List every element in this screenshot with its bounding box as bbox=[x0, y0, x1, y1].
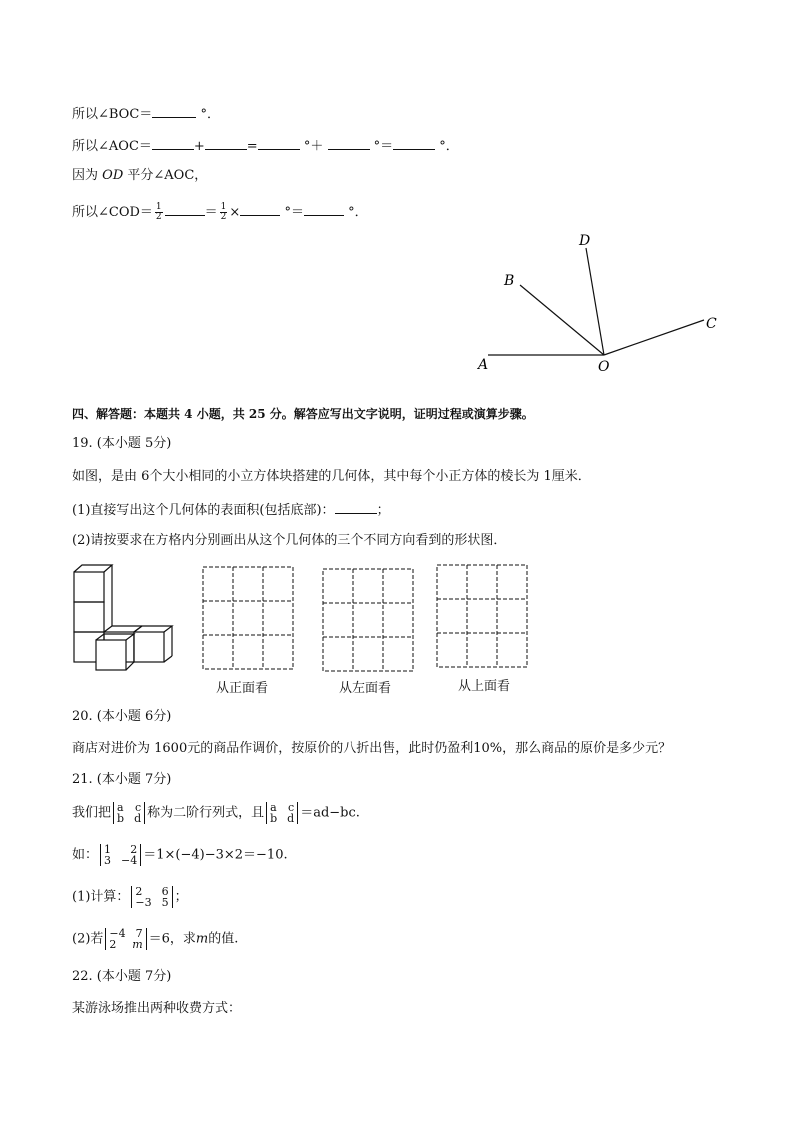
q21-p2-b: ＝6，求 bbox=[148, 931, 196, 947]
section-4-heading: 四、解答题：本题共 4 小题，共 25 分。解答应写出文字说明，证明过程或演算步骤。 bbox=[72, 407, 534, 421]
boc-suffix: °． bbox=[200, 107, 220, 122]
aoc-deg-end: °． bbox=[439, 139, 459, 154]
q20-text: 商店对进价为 1600元的商品作调价，按原价的八折出售，此时仍盈利10%，那么商品的原价是多少元？ bbox=[72, 741, 672, 756]
cod-blank-1[interactable] bbox=[165, 202, 205, 216]
label-d: D bbox=[579, 233, 591, 249]
because-text-b: 平分∠AOC， bbox=[127, 168, 208, 183]
label-o: O bbox=[598, 359, 610, 375]
q19-part1-text: (1)直接写出这个几何体的表面积(包括底部)： bbox=[72, 503, 335, 518]
q22-text: 某游泳场推出两种收费方式： bbox=[72, 1001, 242, 1016]
cod-end: °． bbox=[348, 205, 368, 220]
q21-p1-b: ； bbox=[174, 889, 188, 905]
half-fraction-1: $\frac{1}{2}$ bbox=[155, 202, 162, 222]
cod-eq: ＝ bbox=[204, 205, 218, 220]
label-a: A bbox=[478, 357, 489, 373]
q21-example bbox=[72, 844, 288, 866]
determinant-part1: 2 6 −3 5 bbox=[131, 886, 172, 908]
aoc-deg-plus: °＋ bbox=[303, 139, 324, 154]
cod-blank-2[interactable] bbox=[240, 202, 280, 216]
cod-line bbox=[72, 202, 368, 222]
aoc-prefix: 所以∠AOC＝ bbox=[72, 139, 152, 154]
q19-part1 bbox=[72, 500, 390, 520]
aoc-blank-1[interactable] bbox=[152, 136, 194, 150]
determinant-example: 1 2 3 −4 bbox=[100, 844, 141, 866]
q21-header: 21. (本小题 7分) bbox=[72, 772, 172, 787]
q19-header: 19. (本小题 5分) bbox=[72, 436, 172, 451]
q21-p2-var: m bbox=[195, 931, 209, 947]
q19-part1-suffix: ； bbox=[376, 503, 390, 518]
cod-deg-eq: °＝ bbox=[284, 205, 304, 220]
aoc-line bbox=[72, 136, 459, 156]
q21-ex-b: ＝1×(−4)−3×2＝−10. bbox=[143, 847, 288, 863]
grid-left[interactable] bbox=[320, 564, 418, 674]
ray-ob bbox=[520, 285, 604, 355]
q21-p2-c: 的值. bbox=[208, 931, 239, 947]
q19-part1-blank[interactable] bbox=[335, 500, 377, 514]
aoc-deg-eq: °＝ bbox=[373, 139, 394, 154]
boc-prefix: 所以∠BOC＝ bbox=[72, 107, 153, 122]
boc-blank[interactable] bbox=[152, 104, 196, 118]
q21-p2-a: (2)若 bbox=[72, 931, 104, 947]
determinant-generic-2: a c b d bbox=[266, 802, 298, 824]
cod-times: × bbox=[229, 205, 241, 220]
aoc-blank-2[interactable] bbox=[205, 136, 247, 150]
q21-def-a: 我们把 bbox=[72, 805, 112, 821]
q19-part2: (2)请按要求在方格内分别画出从这个几何体的三个不同方向看到的形状图． bbox=[72, 533, 507, 548]
because-od: OD bbox=[102, 168, 124, 183]
caption-top-view: 从上面看 bbox=[458, 679, 511, 694]
determinant-part2: −4 7 2 m bbox=[105, 928, 146, 950]
caption-front-view: 从正面看 bbox=[216, 681, 269, 696]
q21-ex-a: 如： bbox=[72, 847, 99, 863]
aoc-plus: + bbox=[193, 139, 205, 154]
ray-oc bbox=[604, 320, 704, 355]
q21-p1-a: (1)计算： bbox=[72, 889, 130, 905]
ray-od bbox=[586, 248, 604, 355]
q21-definition bbox=[72, 802, 360, 824]
cube-figure bbox=[70, 562, 180, 672]
because-line bbox=[72, 167, 207, 185]
q21-part2 bbox=[72, 928, 238, 950]
boc-line bbox=[72, 104, 220, 124]
cod-blank-3[interactable] bbox=[304, 202, 344, 216]
aoc-blank-4[interactable] bbox=[328, 136, 370, 150]
angle-figure bbox=[470, 228, 730, 378]
determinant-generic: a c b d bbox=[113, 802, 145, 824]
label-c: C bbox=[706, 316, 717, 332]
aoc-blank-3[interactable] bbox=[258, 136, 300, 150]
caption-left-view: 从左面看 bbox=[339, 681, 392, 696]
q19-text: 如图，是由 6个大小相同的小立方体块搭建的几何体，其中每个小正方体的棱长为 1厘米． bbox=[72, 469, 591, 484]
q21-def-c: ＝ad−bc. bbox=[300, 805, 360, 821]
half-fraction-2: $\frac{1}{2}$ bbox=[220, 202, 227, 222]
q22-header: 22. (本小题 7分) bbox=[72, 969, 172, 984]
aoc-eq: = bbox=[246, 139, 258, 154]
grid-top[interactable] bbox=[434, 560, 532, 670]
because-text-a: 因为 bbox=[72, 168, 99, 183]
grid-front[interactable] bbox=[200, 562, 298, 672]
cod-prefix: 所以∠COD＝ bbox=[72, 205, 153, 220]
label-b: B bbox=[504, 273, 515, 289]
aoc-blank-5[interactable] bbox=[393, 136, 435, 150]
q21-def-b: 称为二阶行列式，且 bbox=[147, 805, 265, 821]
q20-header: 20. (本小题 6分) bbox=[72, 709, 172, 724]
q21-part1 bbox=[72, 886, 188, 908]
